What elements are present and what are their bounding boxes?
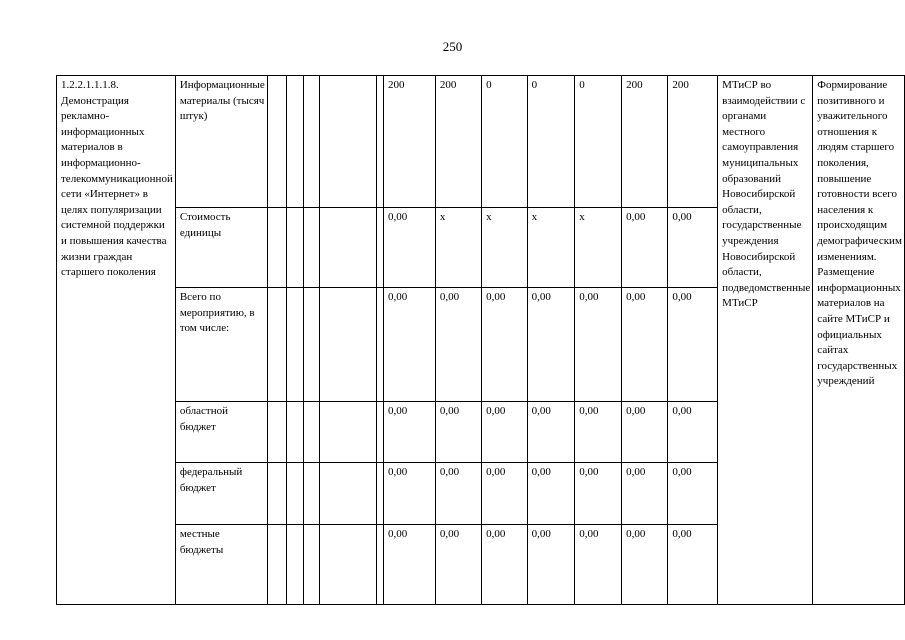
value-cell: 0,00: [575, 402, 622, 463]
value-cell: 0,00: [482, 288, 527, 402]
empty-cell: [267, 402, 286, 463]
value-cell: 0: [482, 76, 527, 208]
value-cell: 0,00: [527, 525, 575, 605]
value-cell: 0,00: [435, 463, 481, 525]
empty-cell: [304, 402, 320, 463]
indicator-cell: областной бюджет: [175, 402, 267, 463]
empty-cell: [376, 525, 383, 605]
value-cell: 200: [435, 76, 481, 208]
value-cell: 0,00: [482, 525, 527, 605]
value-cell: х: [435, 208, 481, 288]
value-cell: 0,00: [575, 525, 622, 605]
empty-cell: [286, 288, 303, 402]
result-cell: Формирование позитивного и уважительного отношения к людям старшего поколения, повышение готовности всего населения к происходящим демографическим изменениям. Размещение информационных материалов на сайте МТиСР и официальных сайтах государственных учреждений: [813, 76, 905, 605]
empty-cell: [376, 402, 383, 463]
empty-cell: [286, 402, 303, 463]
value-cell: 0,00: [383, 525, 435, 605]
value-cell: 0,00: [575, 463, 622, 525]
value-cell: 0,00: [527, 288, 575, 402]
empty-cell: [320, 288, 377, 402]
empty-cell: [267, 288, 286, 402]
empty-cell: [320, 208, 377, 288]
value-cell: 0,00: [383, 208, 435, 288]
empty-cell: [320, 402, 377, 463]
value-cell: 0,00: [383, 463, 435, 525]
value-cell: 0,00: [482, 463, 527, 525]
empty-cell: [320, 463, 377, 525]
value-cell: х: [575, 208, 622, 288]
empty-cell: [286, 76, 303, 208]
empty-cell: [286, 525, 303, 605]
empty-cell: [267, 208, 286, 288]
value-cell: 0,00: [482, 402, 527, 463]
page-number: 250: [442, 39, 463, 54]
empty-cell: [376, 463, 383, 525]
value-cell: х: [527, 208, 575, 288]
value-cell: 0,00: [622, 463, 668, 525]
value-cell: 0,00: [435, 525, 481, 605]
value-cell: 0: [575, 76, 622, 208]
empty-cell: [267, 76, 286, 208]
value-cell: 0,00: [435, 402, 481, 463]
empty-cell: [304, 463, 320, 525]
value-cell: х: [482, 208, 527, 288]
table-row: [57, 76, 905, 208]
value-cell: 200: [622, 76, 668, 208]
empty-cell: [286, 463, 303, 525]
empty-cell: [376, 76, 383, 208]
value-cell: 0,00: [622, 208, 668, 288]
value-cell: 0: [527, 76, 575, 208]
value-cell: 0,00: [383, 288, 435, 402]
empty-cell: [320, 76, 377, 208]
empty-cell: [320, 525, 377, 605]
value-cell: 0,00: [668, 208, 718, 288]
empty-cell: [304, 525, 320, 605]
value-cell: 0,00: [622, 402, 668, 463]
measures-table: [56, 75, 905, 605]
empty-cell: [376, 208, 383, 288]
value-cell: 0,00: [668, 288, 718, 402]
value-cell: 0,00: [575, 288, 622, 402]
indicator-cell: Стоимость единицы: [175, 208, 267, 288]
empty-cell: [304, 208, 320, 288]
indicator-cell: Всего по мероприятию, в том числе:: [175, 288, 267, 402]
measure-title: 1.2.2.1.1.1.8. Демонстрация рекламно-информационных материалов в информационно-телекоммуникационной сети «Интернет» в целях популяризации системной поддержки и повышения качества жизни граждан старшего поколения: [57, 76, 176, 605]
value-cell: 200: [383, 76, 435, 208]
value-cell: 200: [668, 76, 718, 208]
value-cell: 0,00: [622, 288, 668, 402]
value-cell: 0,00: [622, 525, 668, 605]
indicator-cell: местные бюджеты: [175, 525, 267, 605]
value-cell: 0,00: [435, 288, 481, 402]
value-cell: 0,00: [527, 463, 575, 525]
empty-cell: [376, 288, 383, 402]
executor-cell: МТиСР во взаимодействии с органами местного самоуправления муниципальных образований Новосибирской области, государственные учреждения Новосибирской области, подведомственные МТиСР: [718, 76, 813, 605]
value-cell: 0,00: [527, 402, 575, 463]
value-cell: 0,00: [668, 525, 718, 605]
empty-cell: [267, 463, 286, 525]
empty-cell: [267, 525, 286, 605]
indicator-cell: Информационные материалы (тысяч штук): [175, 76, 267, 208]
empty-cell: [286, 208, 303, 288]
value-cell: 0,00: [383, 402, 435, 463]
empty-cell: [304, 76, 320, 208]
indicator-cell: федеральный бюджет: [175, 463, 267, 525]
empty-cell: [304, 288, 320, 402]
value-cell: 0,00: [668, 402, 718, 463]
value-cell: 0,00: [668, 463, 718, 525]
